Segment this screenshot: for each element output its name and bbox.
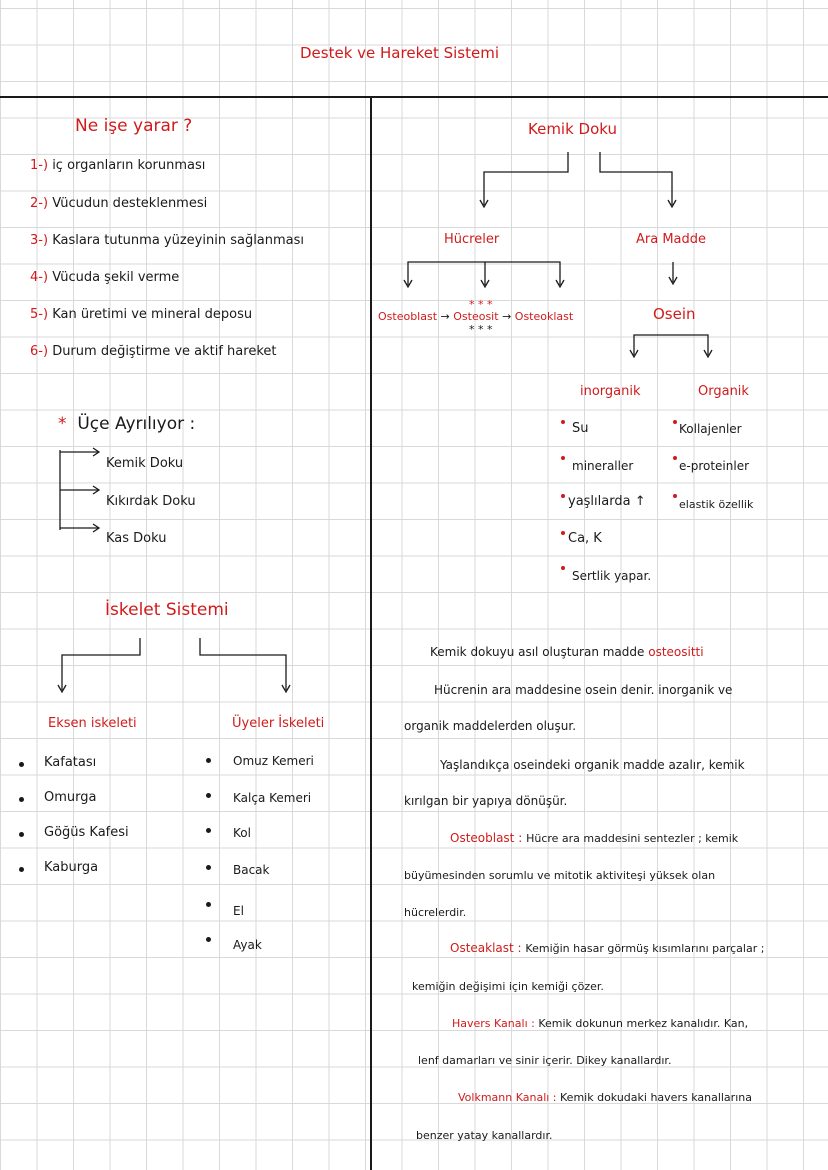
function-item: 3-) Kaslara tutunma yüzeyinin sağlanması — [30, 233, 305, 248]
paragraph-line: Yaşlandıkça oseindeki organik madde azalır, kemik — [440, 758, 745, 772]
definition-line: Volkmann Kanalı : Kemik dokudaki havers kanallarına — [458, 1091, 752, 1104]
paragraph-line: Hücrenin ara maddesine osein denir. inorganik ve — [434, 683, 733, 697]
definition-line: kemiğin değişimi için kemiği çözer. — [412, 980, 604, 993]
inorganic-heading: inorganik — [580, 384, 641, 399]
split-heading: * Üçe Ayrılıyor : — [58, 414, 196, 434]
list-item: Kollajenler — [679, 422, 742, 436]
bullet — [206, 793, 211, 798]
list-item: Ca, K — [568, 531, 602, 546]
bullet — [673, 456, 677, 460]
cells-heading: Hücreler — [444, 232, 500, 247]
list-item: Kaburga — [44, 860, 99, 875]
bullet — [561, 494, 565, 498]
list-item: Kol — [233, 826, 251, 840]
osein-label: Osein — [653, 305, 696, 323]
matrix-heading: Ara Madde — [636, 232, 707, 247]
definition-line: benzer yatay kanallardır. — [416, 1129, 553, 1142]
paragraph-line: Kemik dokuyu asıl oluşturan madde osteositti — [430, 645, 704, 659]
function-item: 1-) iç organların korunması — [30, 158, 206, 173]
bullet — [673, 420, 677, 424]
list-item: El — [233, 904, 244, 918]
tissue-item: Kıkırdak Doku — [106, 494, 196, 509]
function-item: 2-) Vücudun desteklenmesi — [30, 196, 208, 211]
paragraph-line: kırılgan bir yapıya dönüşür. — [404, 794, 568, 808]
definition-line: büyümesinden sorumlu ve mitotik aktiviteşi yüksek olan — [404, 869, 716, 882]
list-item: mineraller — [572, 459, 634, 473]
bone-tissue-heading: Kemik Doku — [528, 120, 618, 138]
function-item: 5-) Kan üretimi ve mineral deposu — [30, 307, 253, 322]
list-item: Kafatası — [44, 755, 97, 770]
function-item: 6-) Durum değiştirme ve aktif hareket — [30, 344, 277, 359]
list-item: Göğüs Kafesi — [44, 825, 129, 840]
stars-top: * * * — [469, 298, 493, 311]
stars-bottom: * * * — [469, 323, 493, 336]
list-item: yaşlılarda ↑ — [568, 494, 646, 509]
axial-heading: Eksen iskeleti — [48, 716, 137, 731]
definition-line: Osteaklast : Kemiğin hasar görmüş kısımlarını parçalar ; — [450, 941, 765, 955]
cell-chain: Osteoblast → Osteosit → Osteoklast — [378, 310, 574, 323]
bullet — [19, 832, 24, 837]
list-item: Kalça Kemeri — [233, 791, 312, 805]
definition-line: hücrelerdir. — [404, 906, 467, 919]
definition-line: Osteoblast : Hücre ara maddesini sentezler ; kemik — [450, 831, 739, 845]
bullet — [206, 902, 211, 907]
list-item: Bacak — [233, 863, 270, 877]
definition-line: Havers Kanalı : Kemik dokunun merkez kanalıdır. Kan, — [452, 1017, 749, 1030]
list-item: elastik özellik — [679, 498, 754, 511]
function-item: 4-) Vücuda şekil verme — [30, 270, 180, 285]
star-icon: * — [58, 414, 67, 434]
skeleton-heading: İskelet Sistemi — [105, 600, 229, 620]
bullet — [206, 828, 211, 833]
limb-heading: Üyeler İskeleti — [232, 716, 325, 731]
bullet — [561, 456, 565, 460]
bullet — [206, 865, 211, 870]
bullet — [206, 937, 211, 942]
bullet — [19, 762, 24, 767]
bullet — [673, 494, 677, 498]
page-title: Destek ve Hareket Sistemi — [300, 44, 499, 62]
list-item: e-proteinler — [679, 459, 750, 473]
list-item: Ayak — [233, 938, 262, 952]
list-item: Omurga — [44, 790, 97, 805]
list-item: Omuz Kemeri — [233, 754, 314, 768]
bullet — [19, 867, 24, 872]
organic-heading: Organik — [698, 384, 749, 399]
paragraph-line: organik maddelerden oluşur. — [404, 719, 577, 733]
bullet — [561, 531, 565, 535]
bullet — [19, 797, 24, 802]
bullet — [206, 758, 211, 763]
bullet — [561, 566, 565, 570]
bullet — [561, 420, 565, 424]
tissue-item: Kas Doku — [106, 531, 167, 546]
definition-line: lenf damarları ve sinir içerir. Dikey kanallardır. — [418, 1054, 672, 1067]
list-item: Sertlik yapar. — [572, 569, 652, 583]
tissue-item: Kemik Doku — [106, 456, 184, 471]
list-item: Su — [572, 421, 589, 436]
question-heading: Ne işe yarar ? — [75, 116, 193, 136]
